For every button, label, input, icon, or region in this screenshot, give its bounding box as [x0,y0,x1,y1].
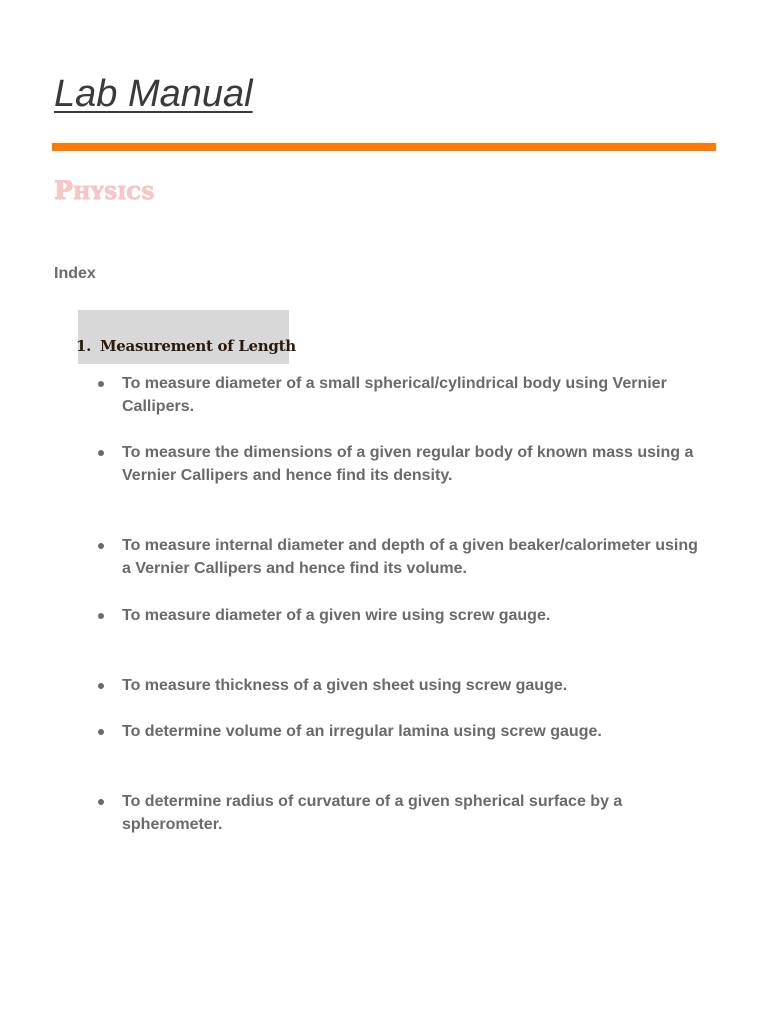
bullet-icon [98,381,104,387]
bullet-icon [98,799,104,805]
bullet-icon [98,729,104,735]
experiment-item-text: To measure diameter of a small spherical/cylindrical body using Vernier Callipers. [122,375,667,415]
experiment-item [98,674,698,697]
experiment-item [98,441,698,487]
section-number: 1. [76,337,92,355]
experiment-item-text: To measure internal diameter and depth of a given beaker/calorimeter using a Vernier Callipers and hence find its volume. [122,537,698,577]
bullet-icon [98,613,104,619]
section-heading [76,337,296,355]
experiment-item [98,534,698,580]
experiment-item [98,790,698,836]
subject-heading: Physics [54,176,155,205]
experiment-item-text: To measure thickness of a given sheet using screw gauge. [122,677,568,694]
bullet-icon [98,683,104,689]
section-title: Measurement of Length [100,337,296,355]
experiment-item [98,372,698,418]
experiment-item [98,604,698,627]
experiment-item [98,720,698,743]
experiment-item-text: To determine radius of curvature of a given spherical surface by a spherometer. [122,793,623,833]
experiment-item-text: To determine volume of an irregular lamina using screw gauge. [122,723,602,740]
document-title: Lab Manual [54,73,253,115]
title-divider [52,143,716,151]
bullet-icon [98,450,104,456]
index-label: Index [54,265,96,282]
experiment-item-text: To measure the dimensions of a given regular body of known mass using a Vernier Callipers and hence find its density. [122,444,694,484]
experiment-item-text: To measure diameter of a given wire using screw gauge. [122,607,551,624]
bullet-icon [98,543,104,549]
